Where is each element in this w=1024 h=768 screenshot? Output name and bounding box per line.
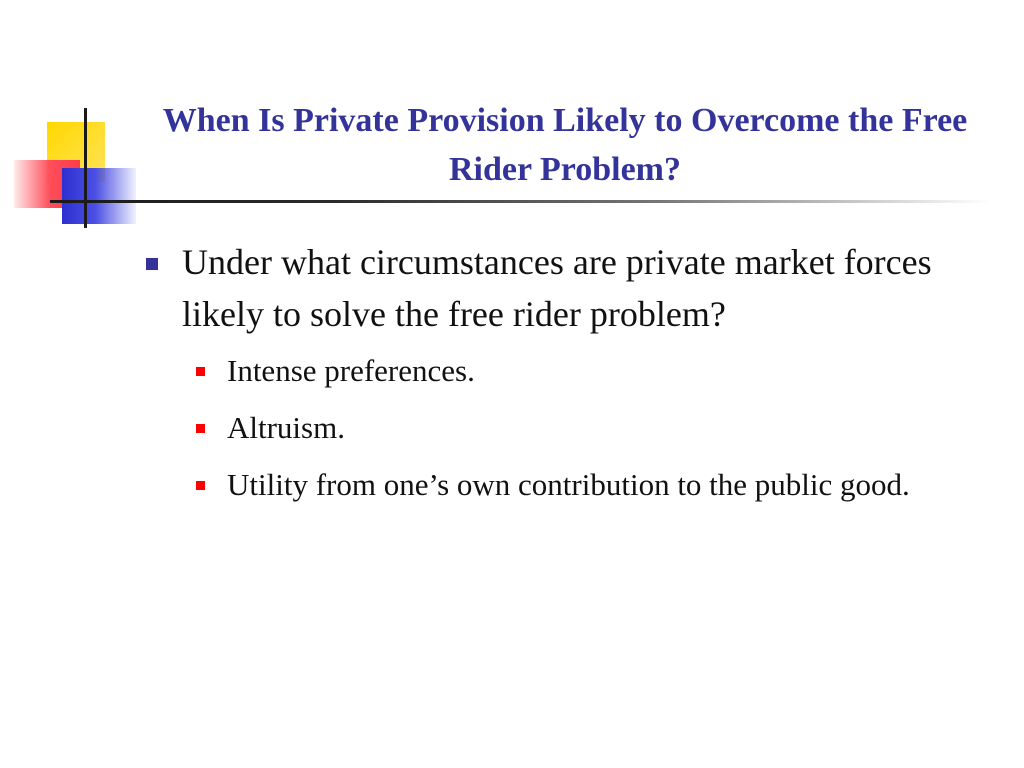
square-bullet-icon: [146, 258, 158, 270]
sub-bullet-item: [182, 405, 997, 451]
title-divider-line: [50, 200, 990, 203]
logo-vertical-line: [84, 108, 87, 228]
red-square-bullet-icon: [196, 424, 205, 433]
red-square-bullet-icon: [196, 481, 205, 490]
slide-title: When Is Private Provision Likely to Overcome the Free Rider Problem?: [162, 102, 968, 188]
main-bullet-item: [144, 236, 1004, 508]
blue-square: [62, 168, 136, 224]
decorative-squares-logo-icon: [0, 100, 150, 240]
red-square-bullet-icon: [196, 367, 205, 376]
sub-bullet-text: Utility from one’s own contribution to the public good.: [227, 467, 910, 502]
sub-bullet-text: Intense preferences.: [227, 353, 475, 388]
sub-bullet-text: Altruism.: [227, 410, 345, 445]
sub-bullet-item: [182, 348, 997, 394]
sub-bullet-list: [182, 348, 1004, 508]
sub-bullet-item: [182, 462, 997, 508]
main-bullet-text: Under what circumstances are private market forces likely to solve the free rider problem?: [182, 242, 932, 334]
slide-body: [144, 236, 1004, 519]
